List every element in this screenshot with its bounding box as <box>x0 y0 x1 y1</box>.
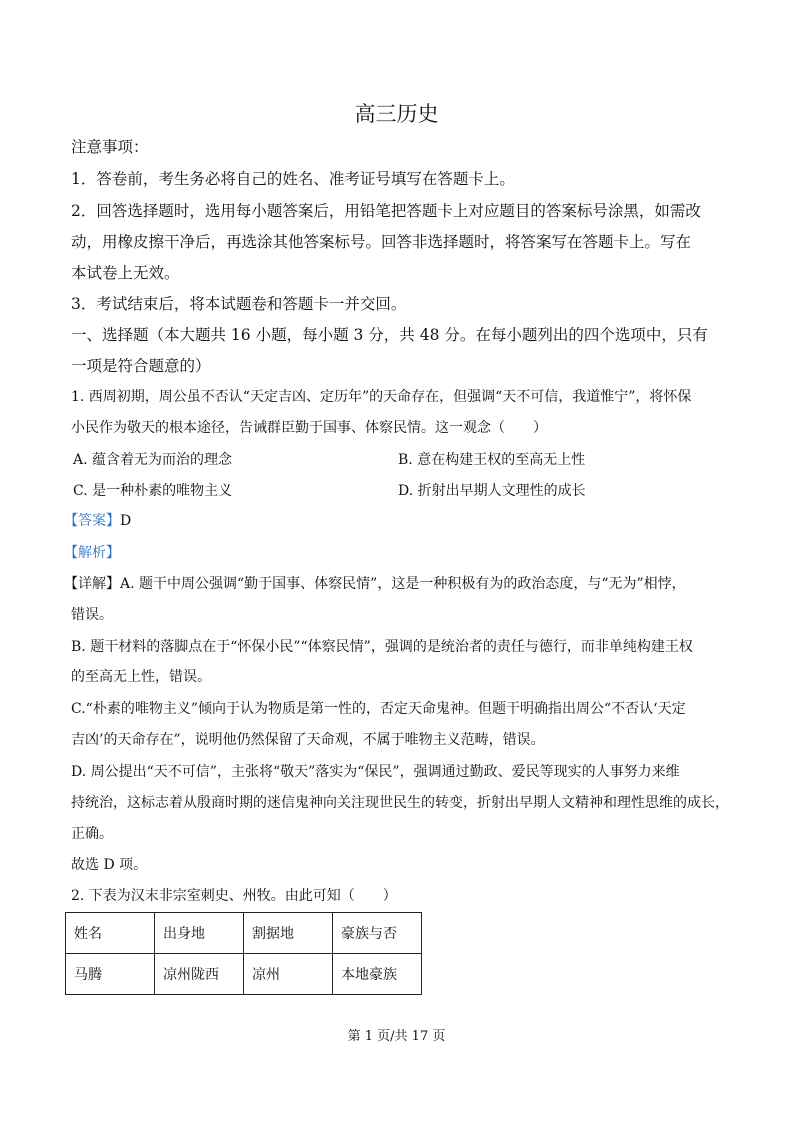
q1-answer <box>64 511 131 531</box>
q1-stem-line-2: 小民作为敬天的根本途径，告诫群臣勤于国事、体察民情。这一观念（ ） <box>71 420 547 436</box>
notice-item-2-line-2: 动，用橡皮擦干净后，再选涂其他答案标号。回答非选择题时，将答案写在答题卡上。写在 <box>71 233 692 251</box>
table-header-cell: 割据地 <box>244 913 333 954</box>
table-cell: 本地豪族 <box>333 954 422 995</box>
notice-item-2-line-3: 本试卷上无效。 <box>71 264 180 282</box>
q1-detail-a-line-2: 错误。 <box>71 607 113 623</box>
table-cell: 马腾 <box>66 954 155 995</box>
q2-table <box>65 912 422 995</box>
q1-detail-a-line-1: 【详解】A. 题干中周公强调“勤于国事、体察民情”，这是一种积极有为的政治态度，与“无为”相悖， <box>64 576 686 592</box>
answer-value: D <box>120 513 132 529</box>
q1-detail-b-line-1: B. 题干材料的落脚点在于“怀保小民”“体察民情”，强调的是统治者的责任与德行，而非单纯构建王权 <box>71 639 693 655</box>
q1-detail-c-line-1: C.“朴素的唯物主义”倾向于认为物质是第一性的，否定天命鬼神。但题干明确指出周公“不否认‘天定 <box>71 701 686 717</box>
analysis-label: 【解析】 <box>64 545 120 561</box>
q1-option-d: D. 折射出早期人文理性的成长 <box>398 483 586 499</box>
answer-label: 【答案】 <box>64 513 120 529</box>
q1-detail-d-line-3: 正确。 <box>71 826 113 842</box>
q1-option-b: B. 意在构建王权的至高无上性 <box>398 452 586 468</box>
q1-stem-line-1: 1. 西周初期，周公虽不否认“天定吉凶、定历年”的天命存在，但强调“天不可信，我道惟宁”，将怀保 <box>71 389 692 405</box>
page-title: 高三历史 <box>354 102 439 126</box>
q1-conclusion: 故选 D 项。 <box>71 857 148 873</box>
section-heading-line-1: 一、选择题（本大题共 16 小题，每小题 3 分，共 48 分。在每小题列出的四个选项中，只有 <box>71 326 708 344</box>
q1-detail-c-line-2: 吉凶’的天命存在”，说明他仍然保留了天命观，不属于唯物主义范畴，错误。 <box>71 732 545 748</box>
q1-detail-d-line-2: 持统治，这标志着从殷商时期的迷信鬼神向关注现世民生的转变，折射出早期人文精神和理性思维的成长， <box>71 795 729 811</box>
notice-heading: 注意事项： <box>71 138 149 156</box>
page-footer: 第 1 页/共 17 页 <box>347 1029 446 1044</box>
notice-item-2-line-1: 2．回答选择题时，选用每小题答案后，用铅笔把答题卡上对应题目的答案标号涂黑，如需改 <box>71 202 701 220</box>
table-header-cell: 姓名 <box>66 913 155 954</box>
notice-item-3: 3．考试结束后，将本试题卷和答题卡一并交回。 <box>71 295 407 313</box>
q1-detail-d-line-1: D. 周公提出“天不可信”，主张将“敬天”落实为“保民”，强调通过勤政、爱民等现实的人事努力来维 <box>71 764 680 780</box>
table-cell: 凉州陇西 <box>155 954 244 995</box>
q2-stem: 2. 下表为汉末非宗室刺史、州牧。由此可知（ ） <box>71 888 397 904</box>
q1-detail-b-line-2: 的至高无上性，错误。 <box>71 669 211 685</box>
table-header-cell: 出身地 <box>155 913 244 954</box>
table-cell: 凉州 <box>244 954 333 995</box>
table-row <box>66 954 422 995</box>
table-header-cell: 豪族与否 <box>333 913 422 954</box>
table-header-row <box>66 913 422 954</box>
notice-item-1: 1．答卷前，考生务必将自己的姓名、准考证号填写在答题卡上。 <box>71 170 515 188</box>
q1-option-a: A. 蕴含着无为而治的理念 <box>73 452 233 468</box>
q1-option-c: C. 是一种朴素的唯物主义 <box>73 483 233 499</box>
section-heading-line-2: 一项是符合题意的） <box>71 357 211 375</box>
